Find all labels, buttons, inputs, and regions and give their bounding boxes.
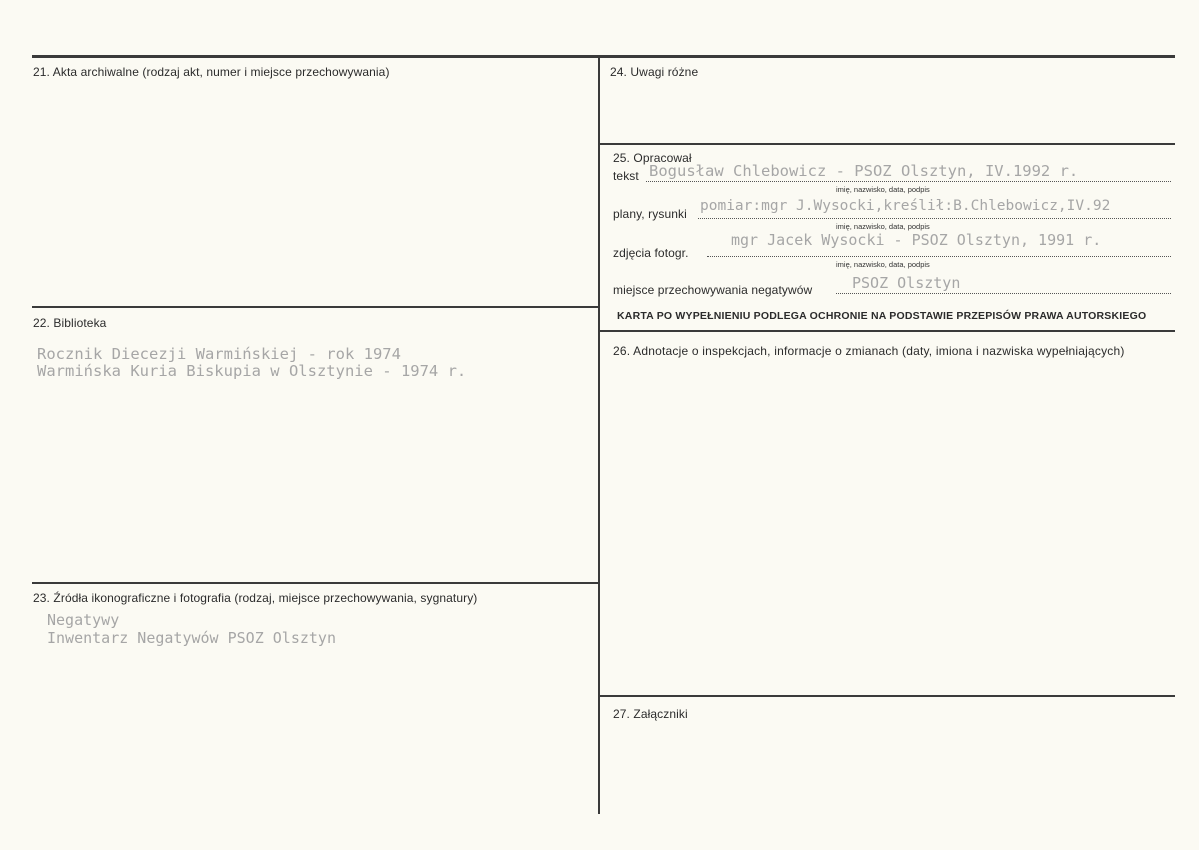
negatywy-label: miejsce przechowywania negatywów [613, 283, 813, 297]
copyright-notice: KARTA PO WYPEŁNIENIU PODLEGA OCHRONIE NA PODSTAWIE PRZEPISÓW PRAWA AUTORSKIEGO [617, 310, 1147, 322]
negatywy-value: PSOZ Olsztyn [852, 274, 961, 292]
tekst-fill-line [646, 181, 1171, 182]
divider-25-26 [600, 330, 1175, 332]
zdjecia-label: zdjęcia fotogr. [613, 246, 689, 260]
iconography-entry: Inwentarz Negatywów PSOZ Olsztyn [47, 629, 336, 647]
section-23-heading: 23. Źródła ikonograficzne i fotografia (rodzaj, miejsce przechowywania, sygnatury) [33, 591, 478, 605]
zdjecia-caption: imię, nazwisko, data, podpis [836, 260, 930, 269]
negatywy-fill-line [836, 293, 1171, 294]
tekst-value: Bogusław Chlebowicz - PSOZ Olsztyn, IV.1992 r. [649, 162, 1079, 180]
section-24-heading: 24. Uwagi różne [610, 65, 699, 79]
section-22-heading: 22. Biblioteka [33, 316, 107, 330]
plany-fill-line [698, 218, 1171, 219]
center-divider-line [598, 57, 600, 814]
divider-21-22 [32, 306, 600, 308]
iconography-entry: Negatywy [47, 611, 120, 629]
tekst-label: tekst [613, 169, 639, 183]
plany-label: plany, rysunki [613, 207, 687, 221]
section-27-heading: 27. Załączniki [613, 707, 688, 721]
top-border-line [32, 55, 1175, 58]
section-26-heading: 26. Adnotacje o inspekcjach, informacje o zmianach (daty, imiona i nazwiska wypełniających) [613, 344, 1125, 358]
plany-value: pomiar:mgr J.Wysocki,kreślił:B.Chlebowicz,IV.92 [700, 198, 1111, 214]
zdjecia-value: mgr Jacek Wysocki - PSOZ Olsztyn, 1991 r. [731, 231, 1102, 249]
section-21-heading: 21. Akta archiwalne (rodzaj akt, numer i miejsce przechowywania) [33, 65, 390, 79]
divider-24-25 [600, 143, 1175, 145]
library-entry: Rocznik Diecezji Warmińskiej - rok 1974 [37, 345, 401, 363]
section-25-heading: 25. Opracował [613, 151, 692, 165]
zdjecia-fill-line [707, 256, 1171, 257]
divider-26-27 [600, 695, 1175, 697]
plany-caption: imię, nazwisko, data, podpis [836, 222, 930, 231]
library-entry: Warmińska Kuria Biskupia w Olsztynie - 1974 r. [37, 362, 467, 380]
tekst-caption: imię, nazwisko, data, podpis [836, 185, 930, 194]
divider-22-23 [32, 582, 600, 584]
